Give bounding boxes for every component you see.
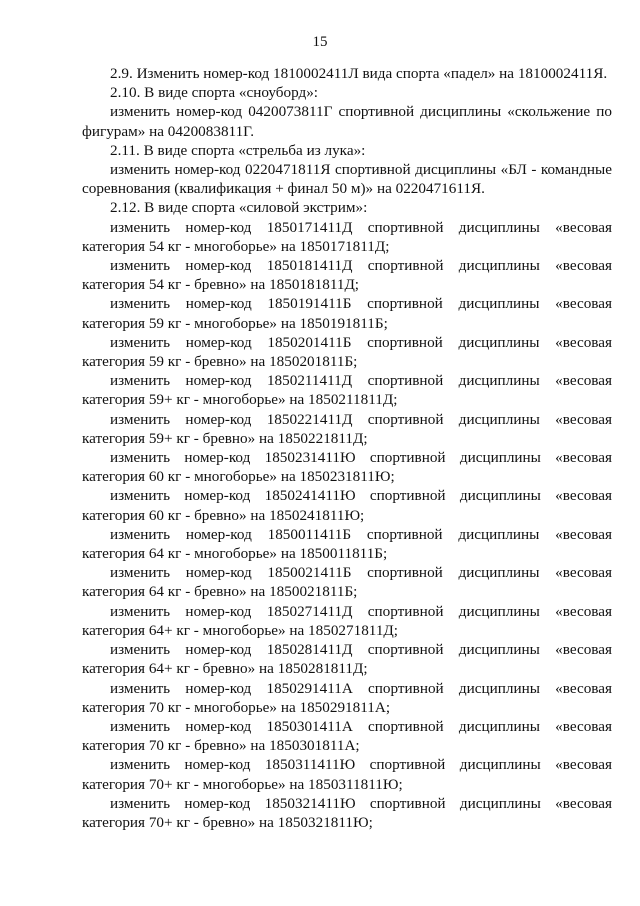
amendment-paragraph: изменить номер-код 1850241411Ю спортивной дисциплины «весовая категория 60 кг - бревно» на 1850241811Ю; <box>82 487 612 524</box>
amendment-paragraph: изменить номер-код 1850191411Б спортивной дисциплины «весовая категория 59 кг - многоборье» на 1850191811Б; <box>82 295 612 332</box>
amendment-paragraph: изменить номер-код 1850171411Д спортивной дисциплины «весовая категория 54 кг - многоборье» на 1850171811Д; <box>82 218 612 255</box>
page-number: 15 <box>312 34 328 50</box>
amendment-paragraph: изменить номер-код 0420073811Г спортивной дисциплины «скольжение по фигурам» на 0420083811Г. <box>82 103 612 140</box>
amendment-paragraph: изменить номер-код 1850321411Ю спортивной дисциплины «весовая категория 70+ кг - бревно» на 1850321811Ю; <box>82 794 612 831</box>
amendment-paragraph: изменить номер-код 1850271411Д спортивной дисциплины «весовая категория 64+ кг - многоборье» на 1850271811Д; <box>82 602 612 639</box>
section-heading: 2.12. В виде спорта «силовой экстрим»: <box>110 199 368 217</box>
amendment-paragraph: изменить номер-код 1850181411Д спортивной дисциплины «весовая категория 54 кг - бревно» на 1850181811Д; <box>82 257 612 294</box>
amendment-paragraph: изменить номер-код 1850201411Б спортивной дисциплины «весовая категория 59 кг - бревно» на 1850201811Б; <box>82 333 612 371</box>
amendment-paragraph: изменить номер-код 1850021411Б спортивной дисциплины «весовая категория 64 кг - бревно» на 1850021811Б; <box>82 564 612 601</box>
amendment-paragraph: изменить номер-код 1850311411Ю спортивной дисциплины «весовая категория 70+ кг - многоборье» на 1850311811Ю; <box>82 756 612 793</box>
document-body <box>82 64 612 832</box>
amendment-paragraph: изменить номер-код 1850231411Ю спортивной дисциплины «весовая категория 60 кг - многоборье» на 1850231811Ю; <box>82 449 612 486</box>
section-heading: 2.9. Изменить номер-код 1810002411Л вида спорта «падел» на 1810002411Я. <box>110 65 608 82</box>
amendment-paragraph: изменить номер-код 1850221411Д спортивной дисциплины «весовая категория 59+ кг - бревно» на 1850221811Д; <box>82 410 612 447</box>
amendment-paragraph: изменить номер-код 1850211411Д спортивной дисциплины «весовая категория 59+ кг - многоборье» на 1850211811Д; <box>82 372 612 409</box>
section-heading: 2.10. В виде спорта «сноуборд»: <box>110 84 319 102</box>
amendment-paragraph: изменить номер-код 1850011411Б спортивной дисциплины «весовая категория 64 кг - многоборье» на 1850011811Б; <box>82 525 612 563</box>
section-heading: 2.11. В виде спорта «стрельба из лука»: <box>110 141 366 159</box>
amendment-paragraph: изменить номер-код 0220471811Я спортивной дисциплины «БЛ - командные соревнования (квалификация + финал 50 м)» на 0220471611Я. <box>82 161 612 198</box>
amendment-paragraph: изменить номер-код 1850291411А спортивной дисциплины «весовая категория 70 кг - многоборье» на 1850291811А; <box>82 679 612 716</box>
amendment-paragraph: изменить номер-код 1850281411Д спортивной дисциплины «весовая категория 64+ кг - бревно» на 1850281811Д; <box>82 641 612 678</box>
amendment-paragraph: изменить номер-код 1850301411А спортивной дисциплины «весовая категория 70 кг - бревно» на 1850301811А; <box>82 717 612 755</box>
